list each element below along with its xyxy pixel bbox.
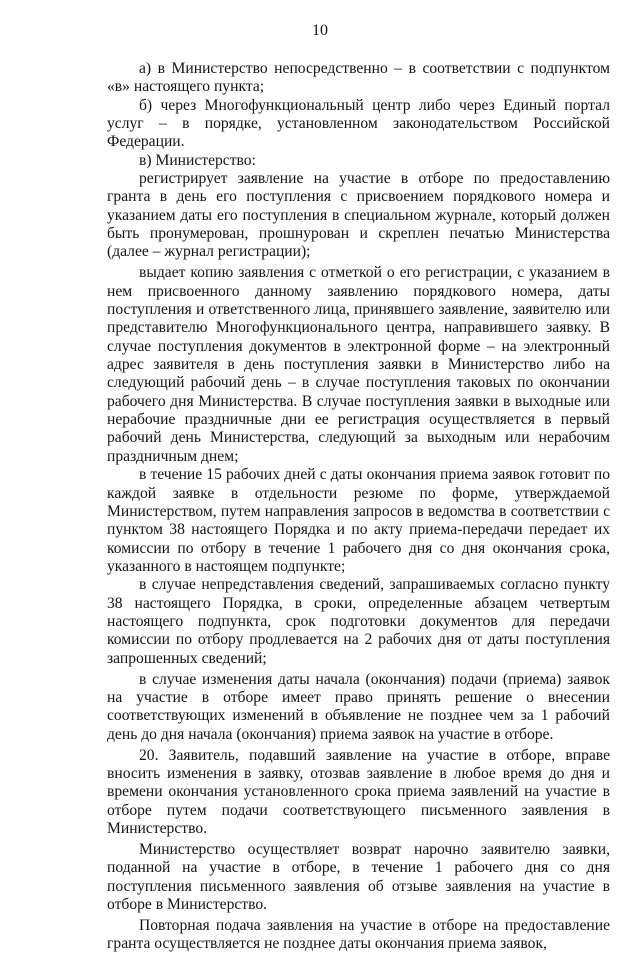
- paragraph-resume-preparation: в течение 15 рабочих дней с даты окончания приема заявок готовит по каждой заявке в отдельности резюме по форме, утверждаемой Министерством, путем направления запросов в ведомства в соответствии с пунктом 38 настоящего Порядка и по акту приема-передачи передает их комиссии по отбору в течение 1 рабочего дня со дня окончания срока, указанного в настоящем подпункте;: [107, 466, 610, 575]
- paragraph-item-20: 20. Заявитель, подавший заявление на участие в отборе, вправе вносить изменения в заявку, отозвав заявление в любое время до дня и времени окончания установленного срока приема заявлений на участие в отборе путем подачи соответствующего письменного заявления в Министерство.: [107, 746, 610, 837]
- paragraph-resubmission: Повторная подача заявления на участие в отборе на предоставление гранта осуществляется не позднее даты окончания приема заявок,: [107, 916, 610, 953]
- paragraph-copy-issuance: выдает копию заявления с отметкой о его регистрации, с указанием в нем присвоенного данному заявлению порядкового номера, даты поступления и ответственного лица, принявшего заявление, заявителю или представителю Многофункционального центра, направившего заявку. В случае поступления документов в электронной форме – на электронный адрес заявителя в день поступления заявки в Министерство либо на следующий рабочий день – в случае поступления таковых по окончании рабочего дня Министерства. В случае поступления заявки в выходные или нерабочие праздничные дни ее регистрация осуществляется в первый рабочий день Министерства, следующий за выходным или нерабочим праздничным днем;: [107, 264, 610, 465]
- paragraph-v-heading: в) Министерство:: [139, 151, 256, 169]
- document-body: [107, 60, 610, 953]
- paragraph-b: б) через Многофункциональный центр либо через Единый портал услуг – в порядке, установленном законодательством Российской Федерации.: [107, 96, 610, 151]
- paragraph-non-submission: в случае непредставления сведений, запрашиваемых согласно пункту 38 настоящего Порядка, в сроки, определенные абзацем четвертым настоящего подпункта, срок подготовки документов для передачи комиссии по отбору продлевается на 2 рабочих дня от даты поступления запрошенных сведений;: [107, 576, 610, 667]
- paragraph-return: Министерство осуществляет возврат нарочно заявителю заявки, поданной на участие в отборе, в течение 1 рабочего дня со дня поступления письменного заявления об отзыве заявления на участие в отборе в Министерство.: [107, 840, 610, 913]
- page-number: 10: [312, 22, 328, 39]
- paragraph-a: а) в Министерство непосредственно – в соответствии с подпунктом «в» настоящего пункта;: [107, 60, 610, 96]
- paragraph-registration: регистрирует заявление на участие в отборе по предоставлению гранта в день его поступления с присвоением порядкового номера и указанием даты его поступления в специальном журнале, который должен быть пронумерован, прошнурован и скреплен печатью Министерства (далее – журнал регистрации);: [107, 170, 610, 261]
- paragraph-date-change: в случае изменения даты начала (окончания) подачи (приема) заявок на участие в отборе имеет право принять решение о внесении соответствующих изменений в объявление не позднее чем за 1 рабочий день до дня начала (окончания) приема заявок на участие в отборе.: [107, 670, 610, 743]
